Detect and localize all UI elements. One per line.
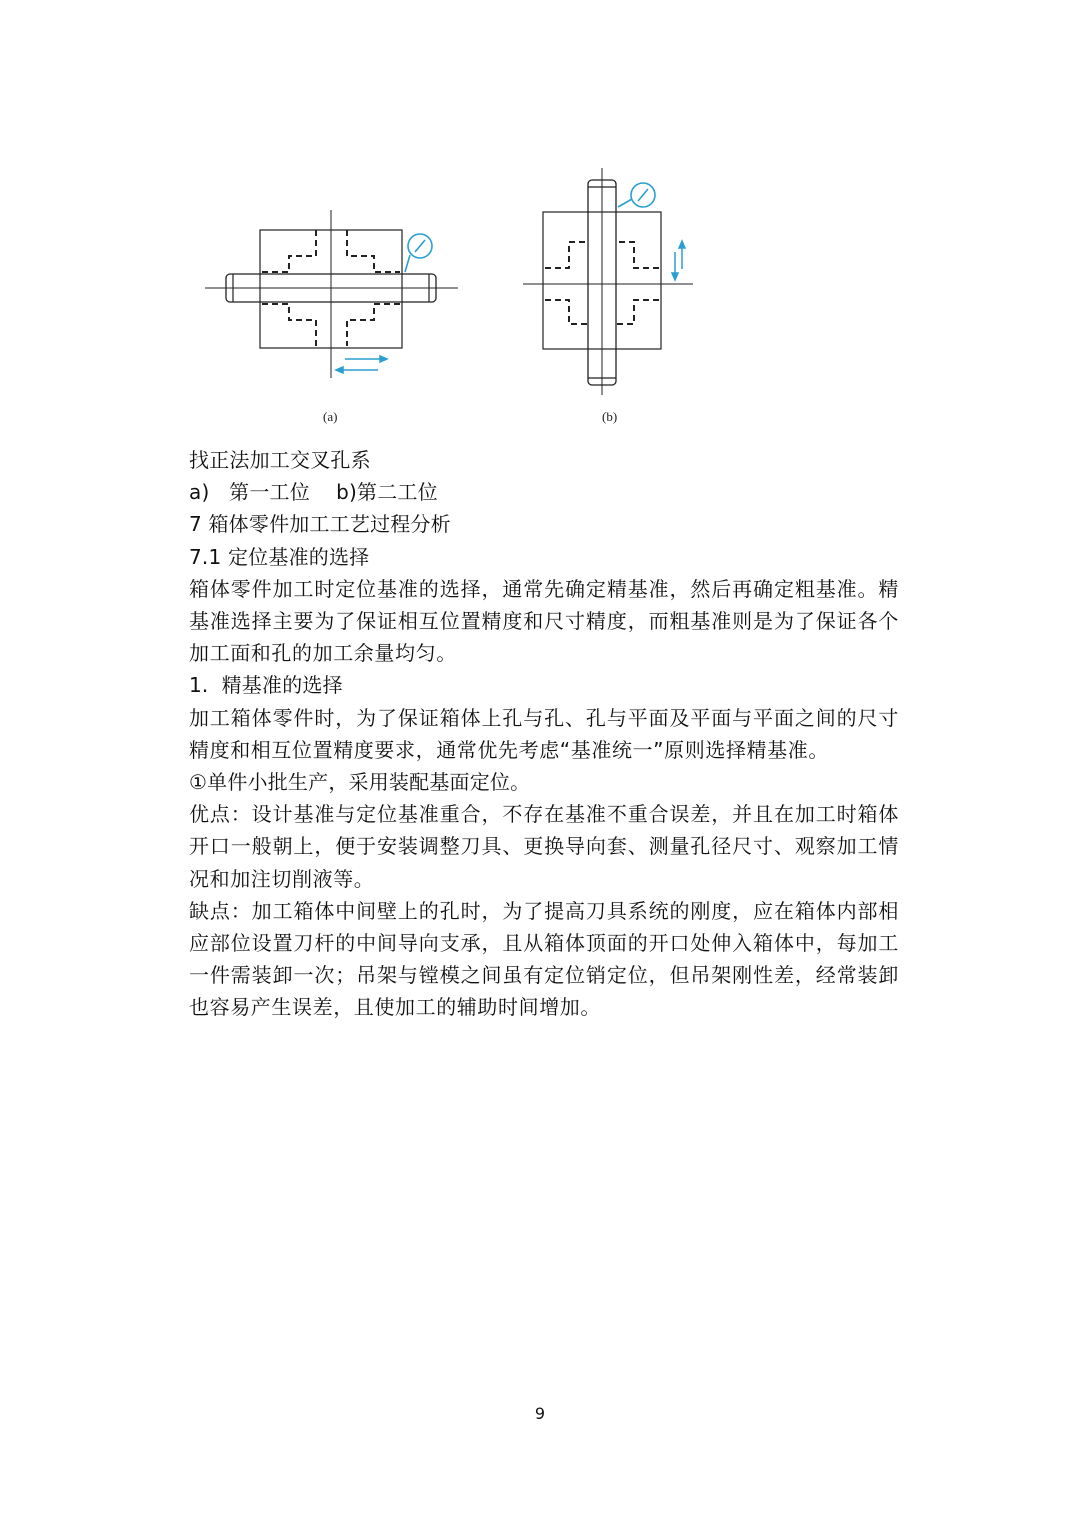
section-heading-7-1: 7.1 定位基准的选择 (189, 544, 370, 569)
diagram-a (205, 210, 458, 378)
paragraph-disadvantages: 缺点：加工箱体中间壁上的孔时，为了提高刀具系统的刚度，应在箱体内部相应部位设置刀杆的中间导向支承，且从箱体顶面的开口处伸入箱体中，每加工一件需装卸一次；吊架与镗模之间虽有定位销定位，但吊架刚性差，经常装卸也容易产生误差，且使加工的辅助时间增加。 (189, 898, 899, 1020)
dial-indicator-icon (405, 234, 432, 272)
list-item-small-batch: ①单件小批生产，采用装配基面定位。 (189, 769, 531, 794)
figure-label-b: (b) (602, 409, 618, 424)
double-arrow-vertical-icon (672, 241, 685, 280)
diagram-b (523, 168, 693, 395)
paragraph-datum-selection: 箱体零件加工时定位基准的选择，通常先确定精基准，然后再确定粗基准。精基准选择主要为了保证相互位置精度和尺寸精度，而粗基准则是为了保证各个加工面和孔的加工余量均匀。 (189, 576, 899, 666)
section-heading-7: 7 箱体零件加工工艺过程分析 (189, 512, 451, 537)
list-item-fine-datum: 1. 精基准的选择 (189, 673, 343, 698)
figure-caption: 找正法加工交叉孔系 (189, 448, 371, 472)
page-number: 9 (534, 1404, 546, 1423)
figure-drawing (200, 160, 720, 430)
figure-cross-hole-machining (200, 160, 720, 430)
double-arrow-horizontal-icon (336, 356, 387, 373)
figure-subcaption: a) 第一工位 b)第二工位 (189, 480, 438, 505)
paragraph-fine-datum: 加工箱体零件时，为了保证箱体上孔与孔、孔与平面及平面与平面之间的尺寸精度和相互位置精度要求，通常优先考虑“基准统一”原则选择精基准。 (189, 705, 899, 762)
paragraph-advantages: 优点：设计基准与定位基准重合，不存在基准不重合误差，并且在加工时箱体开口一般朝上，便于安装调整刀具、更换导向套、测量孔径尺寸、观察加工情况和加注切削液等。 (189, 802, 899, 891)
figure-label-a: (a) (323, 409, 338, 424)
dial-indicator-icon (618, 183, 655, 207)
document-body (189, 444, 899, 1024)
